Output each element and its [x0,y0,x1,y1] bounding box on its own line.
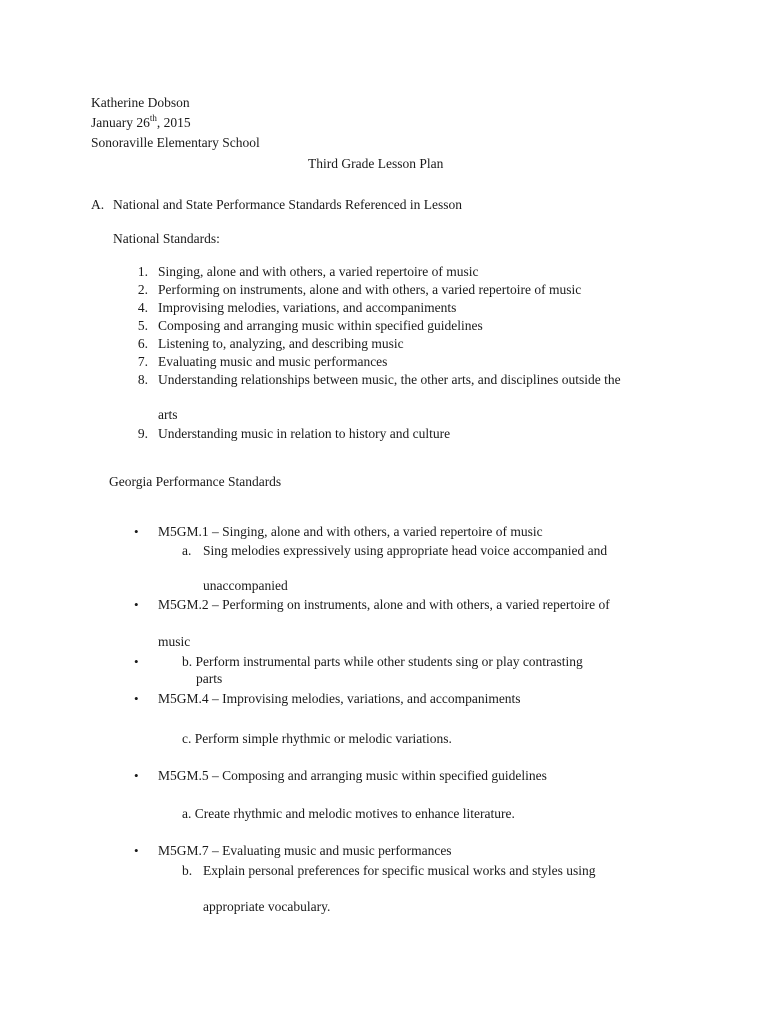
sub-item-gm7-b: Explain personal preferences for specific musical works and styles using [203,863,596,878]
section-a-marker: A. [91,197,105,212]
author-name: Katherine Dobson [91,95,190,110]
list-item: Evaluating music and music performances [158,354,388,369]
bullet: • [134,768,139,783]
sub-item-gm4-c: c. Perform simple rhythmic or melodic variations. [182,731,452,746]
section-a-heading: National and State Performance Standards Referenced in Lesson [113,197,463,212]
bullet: • [134,597,139,612]
list-item-number: 7. [137,354,148,369]
list-item: Understanding music in relation to history and culture [158,426,451,441]
list-item: Understanding relationships between music, the other arts, and disciplines outside the [158,372,621,387]
bullet: • [134,654,139,669]
standard-gm4: M5GM.4 – Improvising melodies, variations, and accompaniments [158,691,521,706]
sub-item-marker: b. [182,863,193,878]
list-item: Listening to, analyzing, and describing music [158,336,404,351]
sub-item-gm1-a-continuation: unaccompanied [203,578,288,593]
list-item-number: 4. [137,300,148,315]
list-item: Improvising melodies, variations, and accompaniments [158,300,457,315]
list-item-number: 2. [137,282,148,297]
bullet: • [134,524,139,539]
standard-gm2-continuation: music [158,634,191,649]
sub-item-gm5-a: a. Create rhythmic and melodic motives to enhance literature. [182,806,515,821]
standard-gm1: M5GM.1 – Singing, alone and with others, a varied repertoire of music [158,524,543,539]
list-item-number: 1. [137,264,148,279]
sub-item-gm7-b-continuation: appropriate vocabulary. [203,899,331,914]
list-item-number: 8. [137,372,148,387]
bullet: • [134,691,139,706]
list-item: Composing and arranging music within specified guidelines [158,318,483,333]
list-item-number: 9. [137,426,148,441]
national-standards-heading: National Standards: [113,231,220,246]
sub-item-marker: a. [182,543,192,558]
list-item-number: 5. [137,318,148,333]
standard-gm2: M5GM.2 – Performing on instruments, alone and with others, a varied repertoire of [158,597,610,612]
lesson-date: January 26th, 2015 [91,113,191,130]
document-title: Third Grade Lesson Plan [308,156,444,171]
sub-item-gm2-b-continuation: parts [196,671,223,686]
georgia-standards-heading: Georgia Performance Standards [109,474,282,489]
standard-gm7: M5GM.7 – Evaluating music and music performances [158,843,452,858]
school-name: Sonoraville Elementary School [91,135,260,150]
list-item-continuation: arts [158,407,178,422]
standard-gm5: M5GM.5 – Composing and arranging music within specified guidelines [158,768,547,783]
sub-item-gm2-b: b. Perform instrumental parts while other students sing or play contrasting [182,654,583,669]
bullet: • [134,843,139,858]
sub-item-gm1-a: Sing melodies expressively using appropriate head voice accompanied and [203,543,608,558]
list-item: Singing, alone and with others, a varied repertoire of music [158,264,479,279]
list-item-number: 6. [137,336,148,351]
list-item: Performing on instruments, alone and with others, a varied repertoire of music [158,282,582,297]
